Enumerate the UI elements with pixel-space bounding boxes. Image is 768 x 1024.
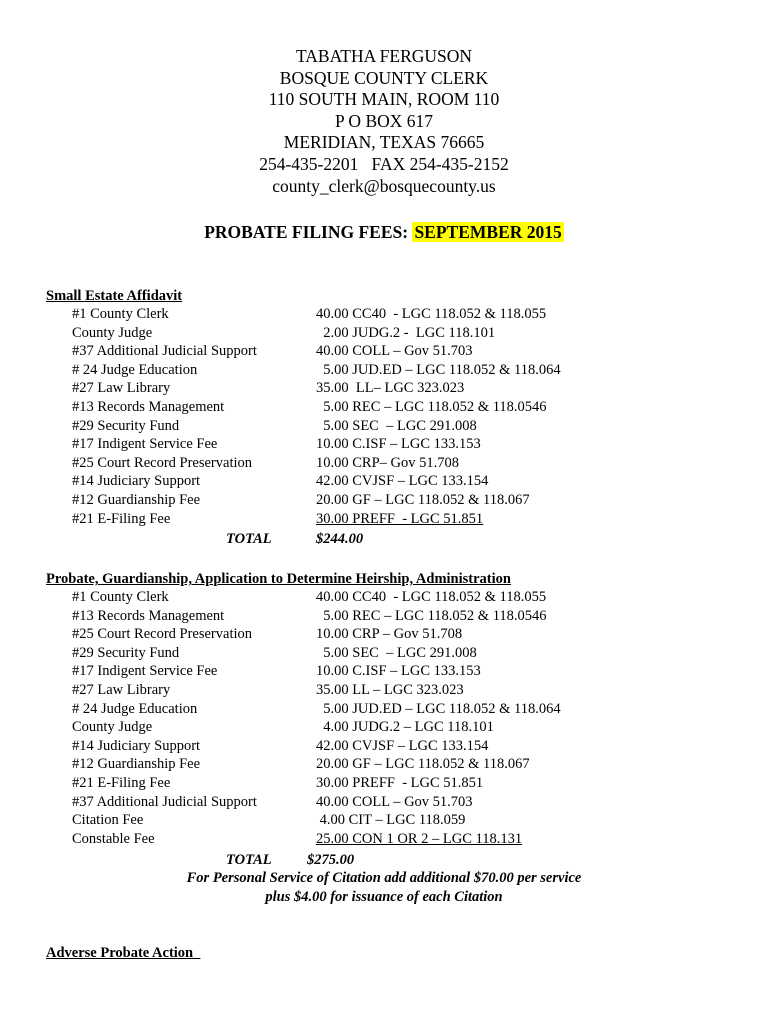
fee-label: #25 Court Record Preservation — [72, 626, 253, 643]
fee-amount: 10.00 C.ISF – LGC 133.153 — [316, 436, 481, 453]
small-estate-fee-row — [0, 472, 768, 491]
fees-title-date: SEPTEMBER 2015 — [414, 222, 562, 242]
fee-label: #13 Records Management — [72, 607, 225, 624]
probate-fee-row — [0, 681, 768, 700]
fee-label: County Judge — [72, 719, 153, 736]
small-estate-fee-row — [0, 435, 768, 454]
small-estate-fee-row — [0, 305, 768, 324]
clerk-email: county_clerk@bosquecounty.us — [272, 175, 496, 196]
fee-amount: 5.00 REC – LGC 118.052 & 118.0546 — [316, 399, 547, 415]
small-estate-heading: Small Estate Affidavit — [46, 288, 183, 304]
adverse-probate-heading: Adverse Probate Action — [46, 945, 201, 961]
fee-amount: 5.00 JUD.ED – LGC 118.052 & 118.064 — [316, 700, 561, 717]
fee-label: # 24 Judge Education — [72, 361, 198, 378]
fee-amount: 35.00 LL– LGC 323.023 — [316, 380, 465, 397]
probate-fee-row — [0, 755, 768, 774]
fee-amount: 40.00 COLL – Gov 51.703 — [316, 343, 473, 360]
small-estate-fee-row — [0, 454, 768, 473]
fee-label: Constable Fee — [72, 830, 155, 847]
probate-fee-row — [0, 793, 768, 812]
small-estate-fee-row — [0, 398, 768, 417]
small-estate-fee-row — [0, 379, 768, 398]
fee-label: #14 Judiciary Support — [72, 473, 201, 490]
fee-amount: 4.00 JUDG.2 – LGC 118.101 — [316, 719, 494, 736]
fee-label: #1 County Clerk — [72, 306, 169, 322]
probate-fee-row — [0, 811, 768, 830]
fee-amount: 25.00 CON 1 OR 2 – LGC 118.131 — [316, 830, 523, 847]
fee-amount: 20.00 GF – LGC 118.052 & 118.067 — [316, 492, 530, 508]
fee-label: County Judge — [72, 324, 153, 341]
fee-label: #17 Indigent Service Fee — [72, 663, 218, 680]
fee-label: #1 County Clerk — [72, 589, 169, 605]
fee-label: #27 Law Library — [72, 682, 171, 698]
probate-heading: Probate, Guardianship, Application to Determine Heirship, Administration — [46, 571, 511, 587]
small-estate-fee-row — [0, 510, 768, 529]
small-estate-fee-row — [0, 491, 768, 510]
probate-fee-row — [0, 644, 768, 663]
clerk-phone-fax: 254-435-2201 FAX 254-435-2152 — [259, 153, 509, 174]
fee-label: #37 Additional Judicial Support — [72, 793, 257, 810]
fee-amount: 10.00 C.ISF – LGC 133.153 — [316, 663, 481, 680]
clerk-po-box: P O BOX 617 — [334, 110, 434, 131]
clerk-address: 110 SOUTH MAIN, ROOM 110 — [268, 89, 500, 110]
probate-total-row — [0, 851, 768, 870]
fee-label: #14 Judiciary Support — [72, 737, 201, 754]
small-estate-total-value: $244.00 — [316, 531, 364, 547]
fees-title — [0, 221, 768, 243]
fee-label: #17 Indigent Service Fee — [72, 436, 218, 453]
small-estate-fee-row — [0, 417, 768, 436]
probate-fee-row — [0, 737, 768, 756]
fee-label: #13 Records Management — [72, 399, 225, 415]
fee-label: #29 Security Fund — [72, 644, 180, 661]
fee-label: #21 E-Filing Fee — [72, 775, 171, 791]
fee-label: #12 Guardianship Fee — [72, 756, 201, 773]
fee-label: # 24 Judge Education — [72, 700, 198, 717]
small-estate-total-label: TOTAL — [226, 531, 272, 547]
fee-amount: 10.00 CRP – Gov 51.708 — [316, 626, 463, 643]
fees-title-prefix: PROBATE FILING FEES: — [204, 222, 413, 242]
clerk-letterhead — [0, 46, 768, 197]
fee-label: Citation Fee — [72, 812, 144, 829]
fee-label: #29 Security Fund — [72, 417, 180, 434]
fee-amount: 35.00 LL – LGC 323.023 — [316, 682, 464, 698]
probate-fee-row — [0, 830, 768, 849]
fee-amount: 42.00 CVJSF – LGC 133.154 — [316, 737, 489, 754]
fee-label: #12 Guardianship Fee — [72, 492, 201, 508]
fee-amount: 5.00 SEC – LGC 291.008 — [316, 417, 477, 434]
citation-note — [0, 869, 768, 906]
fee-label: #27 Law Library — [72, 380, 171, 397]
fee-amount: 10.00 CRP– Gov 51.708 — [316, 454, 460, 471]
fee-amount: 4.00 CIT – LGC 118.059 — [316, 812, 466, 829]
small-estate-fee-row — [0, 342, 768, 361]
fee-amount: 2.00 JUDG.2 - LGC 118.101 — [316, 324, 496, 341]
small-estate-fee-row — [0, 361, 768, 380]
citation-note-line-1: For Personal Service of Citation add additional $70.00 per service — [186, 870, 582, 886]
probate-fee-row — [0, 774, 768, 793]
clerk-name: TABATHA FERGUSON — [295, 46, 473, 66]
fee-amount: 30.00 PREFF - LGC 51.851 — [316, 775, 484, 791]
clerk-city: MERIDIAN, TEXAS 76665 — [283, 132, 485, 153]
probate-fee-row — [0, 662, 768, 681]
fee-amount: 30.00 PREFF - LGC 51.851 — [316, 510, 484, 527]
probate-fee-row — [0, 718, 768, 737]
fee-label: #21 E-Filing Fee — [72, 510, 171, 527]
fee-amount: 5.00 REC – LGC 118.052 & 118.0546 — [316, 607, 547, 624]
fee-label: #37 Additional Judicial Support — [72, 343, 257, 360]
probate-fee-row — [0, 588, 768, 607]
fee-amount: 40.00 CC40 - LGC 118.052 & 118.055 — [316, 306, 547, 322]
small-estate-total-row — [0, 530, 768, 549]
probate-fee-row — [0, 625, 768, 644]
probate-total-value: $275.00 — [307, 852, 355, 868]
fee-amount: 5.00 JUD.ED – LGC 118.052 & 118.064 — [316, 361, 561, 378]
clerk-office: BOSQUE COUNTY CLERK — [279, 67, 489, 88]
fee-label: #25 Court Record Preservation — [72, 454, 253, 471]
fee-amount: 40.00 COLL – Gov 51.703 — [316, 793, 473, 810]
probate-total-label: TOTAL — [226, 852, 272, 868]
probate-fee-row — [0, 700, 768, 719]
citation-note-line-2: plus $4.00 for issuance of each Citation — [265, 888, 503, 905]
fee-amount: 5.00 SEC – LGC 291.008 — [316, 644, 477, 661]
small-estate-fee-row — [0, 324, 768, 343]
fee-amount: 42.00 CVJSF – LGC 133.154 — [316, 473, 489, 490]
fee-amount: 20.00 GF – LGC 118.052 & 118.067 — [316, 756, 530, 773]
fee-amount: 40.00 CC40 - LGC 118.052 & 118.055 — [316, 589, 547, 605]
probate-fee-row — [0, 607, 768, 626]
